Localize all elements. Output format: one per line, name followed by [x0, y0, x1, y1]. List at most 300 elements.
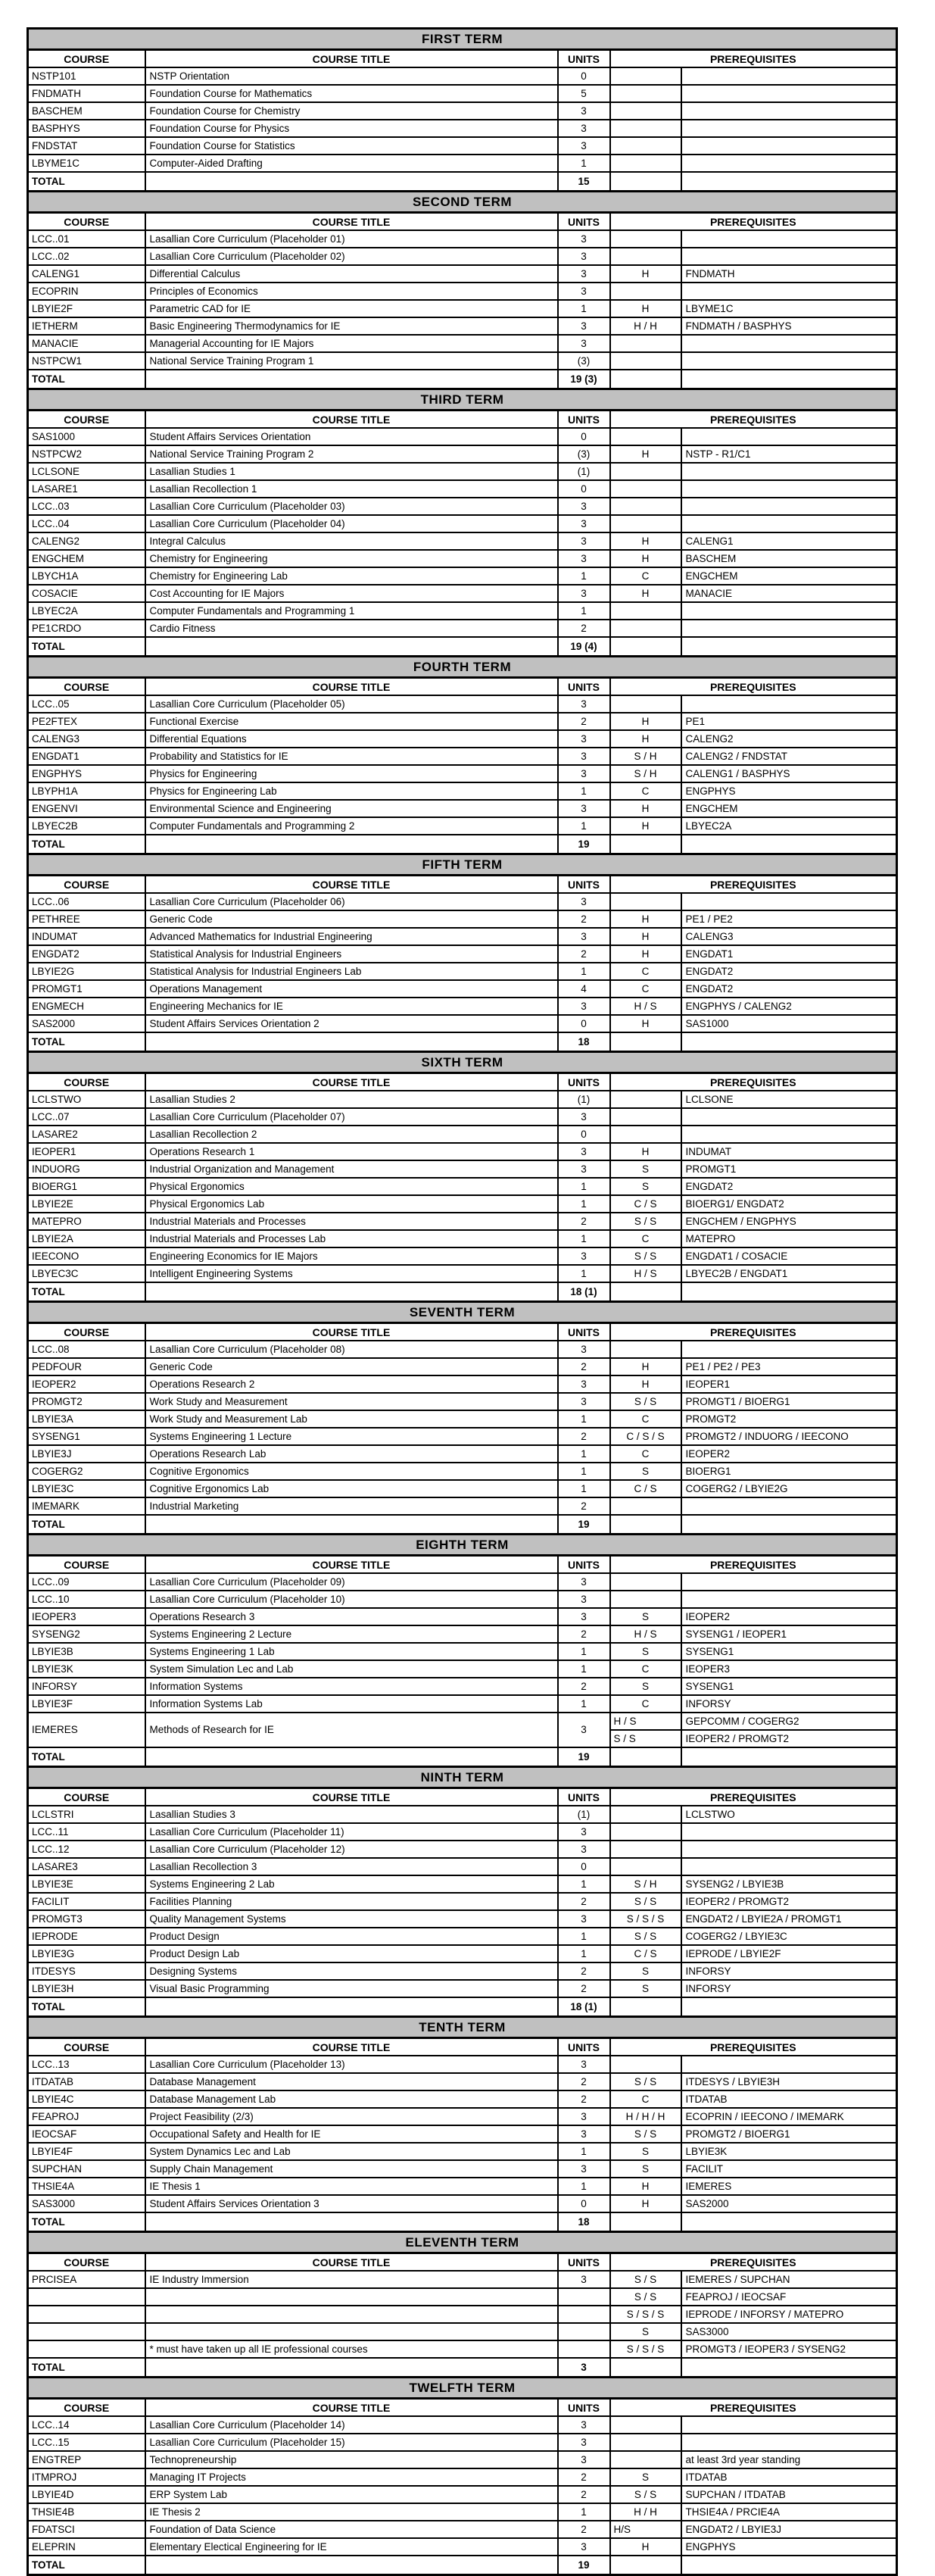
column-header-row: [28, 1323, 897, 1341]
marker-cell: [610, 1573, 681, 1591]
marker-cell: [610, 230, 681, 248]
prereq-cell: PROMGT1: [681, 1160, 897, 1178]
units-cell: 1: [558, 1410, 610, 1428]
marker-cell: S / S: [610, 1393, 681, 1410]
units-cell: 3: [558, 498, 610, 515]
prereq-cell: FNDMATH / BASPHYS: [681, 317, 897, 335]
units-cell: 3: [558, 1910, 610, 1928]
course-code-cell: NSTP101: [28, 67, 145, 85]
total-row: [28, 2212, 897, 2232]
col-header-prerequisites: PREREQUISITES: [610, 1073, 897, 1091]
units-cell: 2: [558, 1678, 610, 1695]
marker-cell: [610, 1806, 681, 1823]
course-code-cell: LCC..03: [28, 498, 145, 515]
marker-cell: S / S: [610, 2271, 681, 2288]
total-units: 15: [558, 172, 610, 192]
total-prereq-spacer: [681, 1747, 897, 1767]
course-title-cell: Student Affairs Services Orientation 2: [145, 1015, 558, 1032]
marker-cell: H: [610, 800, 681, 817]
col-header-course: COURSE: [28, 213, 145, 231]
course-code-cell: ENGMECH: [28, 998, 145, 1015]
total-row: [28, 172, 897, 192]
units-cell: 2: [558, 2090, 610, 2108]
units-cell: 2: [558, 713, 610, 730]
units-cell: (1): [558, 1091, 610, 1108]
table-row: [28, 1480, 897, 1497]
table-row: [28, 532, 897, 550]
total-units: 3: [558, 2358, 610, 2378]
total-label: TOTAL: [28, 2358, 145, 2378]
units-cell: 3: [558, 1823, 610, 1841]
units-cell: 0: [558, 480, 610, 498]
total-prereq-spacer: [681, 637, 897, 657]
course-code-cell: ENGPHYS: [28, 765, 145, 782]
prereq-cell: [681, 155, 897, 172]
course-title-cell: Lasallian Core Curriculum (Placeholder 01): [145, 230, 558, 248]
total-row: [28, 1515, 897, 1535]
course-code-cell: FEAPROJ: [28, 2108, 145, 2125]
marker-cell: C / S: [610, 1480, 681, 1497]
table-row: [28, 2306, 897, 2323]
course-code-cell: SUPCHAN: [28, 2160, 145, 2178]
table-row: [28, 1910, 897, 1928]
prereq-cell: ENGDAT2: [681, 1178, 897, 1195]
units-cell: 2: [558, 2073, 610, 2090]
col-header-title: COURSE TITLE: [145, 876, 558, 894]
prereq-cell: ENGDAT2: [681, 963, 897, 980]
total-title-spacer: [145, 1515, 558, 1535]
units-cell: 1: [558, 567, 610, 585]
table-row: [28, 1806, 897, 1823]
prereq-cell: LCLSONE: [681, 1091, 897, 1108]
table-row: [28, 1591, 897, 1608]
col-header-prerequisites: PREREQUISITES: [610, 2253, 897, 2272]
prereq-cell: [681, 230, 897, 248]
prereq-cell: CALENG3: [681, 928, 897, 945]
prereq-cell: LBYIE3K: [681, 2143, 897, 2160]
term-bar: FIRST TERM: [28, 29, 897, 50]
units-cell: 3: [558, 2434, 610, 2451]
units-cell: 2: [558, 1893, 610, 1910]
table-row: [28, 2271, 897, 2288]
course-code-cell: NSTPCW1: [28, 352, 145, 370]
prereq-cell: ENGDAT1: [681, 945, 897, 963]
units-cell: (1): [558, 463, 610, 480]
marker-cell: S / S / S: [610, 1910, 681, 1928]
marker-cell: H / S: [610, 1625, 681, 1643]
course-title-cell: Cardio Fitness: [145, 620, 558, 637]
prereq-cell: INFORSY: [681, 1962, 897, 1980]
total-marker-spacer: [610, 370, 681, 389]
total-units: 19: [558, 1515, 610, 1535]
table-row: [28, 67, 897, 85]
course-code-cell: BIOERG1: [28, 1178, 145, 1195]
total-units: 18 (1): [558, 1282, 610, 1302]
course-code-cell: LBYIE3H: [28, 1980, 145, 1997]
prereq-cell: ENGPHYS: [681, 782, 897, 800]
prereq-cell: [681, 120, 897, 137]
units-cell: 2: [558, 1428, 610, 1445]
prereq-cell: PE1: [681, 713, 897, 730]
course-code-cell: LCLSTWO: [28, 1091, 145, 1108]
course-title-cell: Foundation Course for Physics: [145, 120, 558, 137]
total-marker-spacer: [610, 1997, 681, 2017]
total-title-spacer: [145, 1282, 558, 1302]
course-title-cell: System Dynamics Lec and Lab: [145, 2143, 558, 2160]
units-cell: 1: [558, 1463, 610, 1480]
total-label: TOTAL: [28, 2212, 145, 2232]
total-label: TOTAL: [28, 370, 145, 389]
course-title-cell: Industrial Organization and Management: [145, 1160, 558, 1178]
table-row: [28, 1858, 897, 1875]
col-header-title: COURSE TITLE: [145, 2038, 558, 2056]
marker-cell: S / S / S: [610, 2306, 681, 2323]
column-header-row: [28, 1073, 897, 1091]
term-bar: TWELFTH TERM: [28, 2378, 897, 2399]
prereq-cell: NSTP - R1/C1: [681, 445, 897, 463]
total-marker-spacer: [610, 1032, 681, 1052]
marker-cell: [610, 480, 681, 498]
course-code-cell: LCC..15: [28, 2434, 145, 2451]
course-code-cell: LCC..06: [28, 893, 145, 910]
course-title-cell: Parametric CAD for IE: [145, 300, 558, 317]
marker-cell: S / S / S: [610, 2340, 681, 2358]
col-header-prerequisites: PREREQUISITES: [610, 2399, 897, 2417]
course-code-cell: LBYIE3F: [28, 1695, 145, 1713]
marker-cell: C: [610, 2090, 681, 2108]
marker-cell: [610, 352, 681, 370]
course-title-cell: Industrial Marketing: [145, 1497, 558, 1515]
prereq-cell: [681, 1858, 897, 1875]
marker-cell: S / S: [610, 1730, 681, 1747]
table-row: [28, 1195, 897, 1213]
units-cell: 2: [558, 1213, 610, 1230]
units-cell: 3: [558, 532, 610, 550]
course-code-cell: CALENG1: [28, 265, 145, 283]
course-title-cell: Lasallian Core Curriculum (Placeholder 14): [145, 2416, 558, 2434]
prereq-cell: ECOPRIN / IEECONO / IMEMARK: [681, 2108, 897, 2125]
table-row: [28, 2090, 897, 2108]
course-title-cell: Generic Code: [145, 910, 558, 928]
marker-cell: [610, 1091, 681, 1108]
prereq-cell: [681, 1126, 897, 1143]
course-title-cell: Product Design: [145, 1928, 558, 1945]
course-title-cell: Lasallian Core Curriculum (Placeholder 03): [145, 498, 558, 515]
course-code-cell: PE1CRDO: [28, 620, 145, 637]
total-label: TOTAL: [28, 2556, 145, 2575]
course-code-cell: SYSENG1: [28, 1428, 145, 1445]
course-title-cell: Information Systems: [145, 1678, 558, 1695]
course-code-cell: [28, 2323, 145, 2340]
course-code-cell: LCC..01: [28, 230, 145, 248]
course-title-cell: Advanced Mathematics for Industrial Engineering: [145, 928, 558, 945]
course-title-cell: System Simulation Lec and Lab: [145, 1660, 558, 1678]
table-row: [28, 567, 897, 585]
course-code-cell: FNDSTAT: [28, 137, 145, 155]
units-cell: 1: [558, 1660, 610, 1678]
total-label: TOTAL: [28, 1747, 145, 1767]
total-row: [28, 1997, 897, 2017]
table-row: [28, 1962, 897, 1980]
prereq-cell: [681, 1573, 897, 1591]
term-bar-row: [28, 1302, 897, 1323]
table-row: [28, 1213, 897, 1230]
table-row: [28, 230, 897, 248]
marker-cell: H / S: [610, 1265, 681, 1282]
course-code-cell: IEPRODE: [28, 1928, 145, 1945]
table-row: [28, 1608, 897, 1625]
course-code-cell: COSACIE: [28, 585, 145, 602]
units-cell: 1: [558, 155, 610, 172]
prereq-cell: PROMGT2 / INDUORG / IEECONO: [681, 1428, 897, 1445]
course-title-cell: * must have taken up all IE professional courses: [145, 2340, 558, 2358]
units-cell: 3: [558, 102, 610, 120]
units-cell: 3: [558, 748, 610, 765]
column-header-row: [28, 2399, 897, 2417]
course-code-cell: THSIE4A: [28, 2178, 145, 2195]
units-cell: [558, 2323, 610, 2340]
course-title-cell: Industrial Materials and Processes Lab: [145, 1230, 558, 1247]
marker-cell: H / S: [610, 1713, 681, 1730]
units-cell: 2: [558, 910, 610, 928]
course-code-cell: FNDMATH: [28, 85, 145, 102]
prereq-cell: ENGDAT2 / LBYIE2A / PROMGT1: [681, 1910, 897, 1928]
course-title-cell: Lasallian Recollection 2: [145, 1126, 558, 1143]
marker-cell: H: [610, 910, 681, 928]
prereq-cell: [681, 1841, 897, 1858]
prereq-cell: IEMERES: [681, 2178, 897, 2195]
units-cell: 3: [558, 230, 610, 248]
course-code-cell: ENGCHEM: [28, 550, 145, 567]
table-row: [28, 713, 897, 730]
term-bar-row: [28, 2378, 897, 2399]
units-cell: 3: [558, 2451, 610, 2468]
marker-cell: C: [610, 1410, 681, 1428]
course-title-cell: Systems Engineering 2 Lecture: [145, 1625, 558, 1643]
marker-cell: S / S: [610, 2288, 681, 2306]
marker-cell: C: [610, 1695, 681, 1713]
course-title-cell: Systems Engineering 1 Lecture: [145, 1428, 558, 1445]
course-code-cell: PETHREE: [28, 910, 145, 928]
marker-cell: S: [610, 1962, 681, 1980]
units-cell: 3: [558, 730, 610, 748]
course-code-cell: PROMGT1: [28, 980, 145, 998]
col-header-units: UNITS: [558, 2399, 610, 2417]
course-code-cell: LBYIE4D: [28, 2486, 145, 2503]
marker-cell: [610, 137, 681, 155]
table-row: [28, 1126, 897, 1143]
units-cell: 3: [558, 1573, 610, 1591]
course-code-cell: IEOCSAF: [28, 2125, 145, 2143]
course-code-cell: IEECONO: [28, 1247, 145, 1265]
marker-cell: S / S: [610, 2486, 681, 2503]
col-header-prerequisites: PREREQUISITES: [610, 411, 897, 429]
col-header-prerequisites: PREREQUISITES: [610, 2038, 897, 2056]
table-row: [28, 317, 897, 335]
marker-cell: [610, 2434, 681, 2451]
prereq-cell: IEOPER2 / PROMGT2: [681, 1893, 897, 1910]
term-bar: FIFTH TERM: [28, 854, 897, 876]
table-row: [28, 2125, 897, 2143]
units-cell: 0: [558, 1858, 610, 1875]
col-header-title: COURSE TITLE: [145, 213, 558, 231]
total-title-spacer: [145, 1032, 558, 1052]
marker-cell: S: [610, 1160, 681, 1178]
course-code-cell: LCC..11: [28, 1823, 145, 1841]
col-header-units: UNITS: [558, 876, 610, 894]
prereq-cell: ENGDAT2: [681, 980, 897, 998]
prereq-cell: PROMGT1 / BIOERG1: [681, 1393, 897, 1410]
table-row: [28, 2108, 897, 2125]
prereq-cell: ENGCHEM: [681, 800, 897, 817]
units-cell: 2: [558, 2468, 610, 2486]
table-row: [28, 265, 897, 283]
marker-cell: C: [610, 1660, 681, 1678]
marker-cell: [610, 463, 681, 480]
course-title-cell: Physical Ergonomics Lab: [145, 1195, 558, 1213]
marker-cell: H: [610, 945, 681, 963]
course-code-cell: LBYIE3E: [28, 1875, 145, 1893]
col-header-title: COURSE TITLE: [145, 411, 558, 429]
course-title-cell: Engineering Mechanics for IE: [145, 998, 558, 1015]
total-title-spacer: [145, 637, 558, 657]
course-title-cell: IE Thesis 1: [145, 2178, 558, 2195]
marker-cell: [610, 695, 681, 713]
col-header-units: UNITS: [558, 2038, 610, 2056]
units-cell: 3: [558, 893, 610, 910]
units-cell: 0: [558, 1015, 610, 1032]
marker-cell: S: [610, 1643, 681, 1660]
course-title-cell: Work Study and Measurement: [145, 1393, 558, 1410]
course-title-cell: Lasallian Recollection 3: [145, 1858, 558, 1875]
course-title-cell: Technopreneurship: [145, 2451, 558, 2468]
course-code-cell: MATEPRO: [28, 1213, 145, 1230]
prereq-cell: ENGCHEM: [681, 567, 897, 585]
course-title-cell: Systems Engineering 1 Lab: [145, 1643, 558, 1660]
course-code-cell: LASARE2: [28, 1126, 145, 1143]
total-row: [28, 835, 897, 854]
total-label: TOTAL: [28, 172, 145, 192]
table-row: [28, 1341, 897, 1358]
course-title-cell: Elementary Electical Engineering for IE: [145, 2538, 558, 2556]
course-title-cell: Methods of Research for IE: [145, 1713, 558, 1747]
units-cell: 3: [558, 1841, 610, 1858]
units-cell: 2: [558, 1962, 610, 1980]
marker-cell: [610, 2416, 681, 2434]
units-cell: 3: [558, 2125, 610, 2143]
course-title-cell: Student Affairs Services Orientation: [145, 428, 558, 445]
marker-cell: H: [610, 730, 681, 748]
marker-cell: [610, 85, 681, 102]
course-title-cell: Project Feasibility (2/3): [145, 2108, 558, 2125]
prereq-cell: SYSENG1: [681, 1678, 897, 1695]
total-row: [28, 1032, 897, 1052]
table-row: [28, 782, 897, 800]
table-row: [28, 1841, 897, 1858]
marker-cell: S: [610, 1463, 681, 1480]
marker-cell: S / S: [610, 1893, 681, 1910]
table-row: [28, 2288, 897, 2306]
course-code-cell: ITDATAB: [28, 2073, 145, 2090]
course-code-cell: LCLSTRI: [28, 1806, 145, 1823]
course-code-cell: LCC..04: [28, 515, 145, 532]
course-code-cell: SYSENG2: [28, 1625, 145, 1643]
prereq-cell: BIOERG1: [681, 1463, 897, 1480]
course-code-cell: [28, 2306, 145, 2323]
table-row: [28, 2451, 897, 2468]
course-code-cell: [28, 2288, 145, 2306]
marker-cell: S: [610, 2468, 681, 2486]
total-units: 18: [558, 1032, 610, 1052]
marker-cell: S: [610, 2143, 681, 2160]
course-title-cell: Industrial Materials and Processes: [145, 1213, 558, 1230]
table-row: [28, 1410, 897, 1428]
units-cell: 2: [558, 1980, 610, 1997]
prereq-cell: [681, 67, 897, 85]
total-title-spacer: [145, 835, 558, 854]
col-header-units: UNITS: [558, 50, 610, 68]
course-code-cell: LCC..07: [28, 1108, 145, 1126]
marker-cell: [610, 102, 681, 120]
marker-cell: S: [610, 1980, 681, 1997]
prereq-cell: INFORSY: [681, 1980, 897, 1997]
course-title-cell: Foundation Course for Mathematics: [145, 85, 558, 102]
units-cell: [558, 2288, 610, 2306]
units-cell: 3: [558, 1393, 610, 1410]
course-code-cell: ENGTREP: [28, 2451, 145, 2468]
course-code-cell: ITDESYS: [28, 1962, 145, 1980]
marker-cell: S / S: [610, 1247, 681, 1265]
course-code-cell: IMEMARK: [28, 1497, 145, 1515]
course-code-cell: BASPHYS: [28, 120, 145, 137]
total-row: [28, 637, 897, 657]
course-code-cell: LBYIE3C: [28, 1480, 145, 1497]
marker-cell: S / S: [610, 1213, 681, 1230]
table-row: [28, 445, 897, 463]
course-code-cell: LCC..14: [28, 2416, 145, 2434]
total-prereq-spacer: [681, 1032, 897, 1052]
marker-cell: H: [610, 1015, 681, 1032]
col-header-prerequisites: PREREQUISITES: [610, 1323, 897, 1341]
course-title-cell: Lasallian Recollection 1: [145, 480, 558, 498]
table-row: [28, 137, 897, 155]
course-title-cell: Statistical Analysis for Industrial Engineers: [145, 945, 558, 963]
marker-cell: [610, 893, 681, 910]
course-title-cell: Supply Chain Management: [145, 2160, 558, 2178]
total-prereq-spacer: [681, 835, 897, 854]
marker-cell: H: [610, 1143, 681, 1160]
marker-cell: [610, 1108, 681, 1126]
units-cell: 2: [558, 1497, 610, 1515]
table-row: [28, 2056, 897, 2073]
marker-cell: S / H: [610, 765, 681, 782]
marker-cell: H/S: [610, 2521, 681, 2538]
prereq-cell: ENGPHYS: [681, 2538, 897, 2556]
column-header-row: [28, 1556, 897, 1574]
prereq-cell: GEPCOMM / COGERG2: [681, 1713, 897, 1730]
col-header-course: COURSE: [28, 2038, 145, 2056]
units-cell: 1: [558, 1480, 610, 1497]
table-row: [28, 283, 897, 300]
prereq-cell: THSIE4A / PRCIE4A: [681, 2503, 897, 2521]
prereq-cell: SAS3000: [681, 2323, 897, 2340]
marker-cell: H / H / H: [610, 2108, 681, 2125]
marker-cell: [610, 1823, 681, 1841]
table-row: [28, 2143, 897, 2160]
table-row: [28, 2195, 897, 2212]
course-title-cell: Operations Management: [145, 980, 558, 998]
marker-cell: [610, 1341, 681, 1358]
